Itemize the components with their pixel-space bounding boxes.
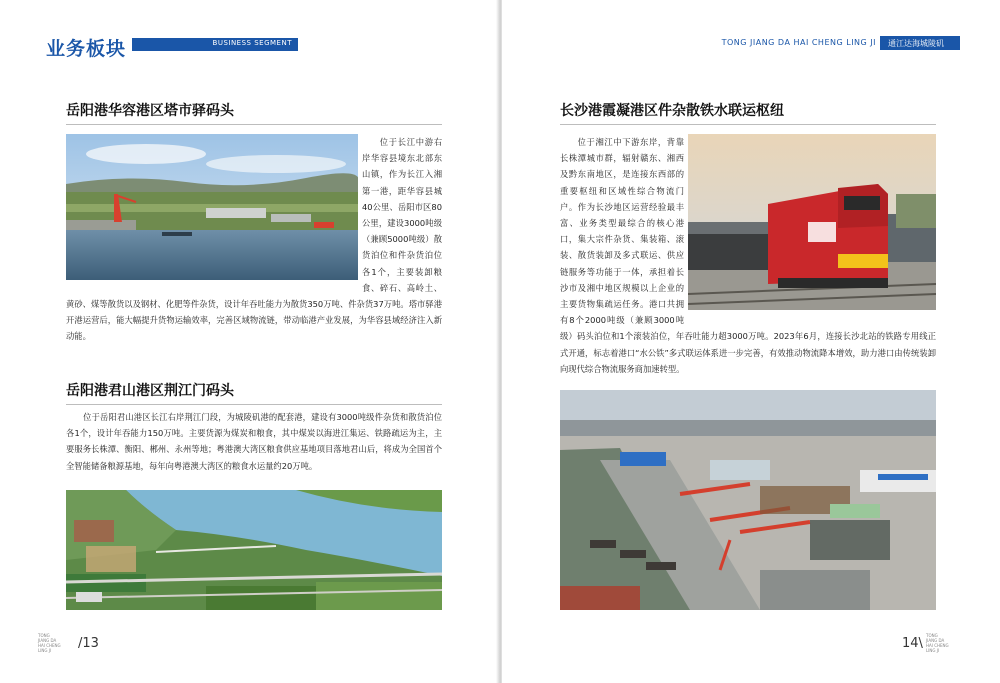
jingjiangmen-aerial-photo [66, 490, 442, 610]
photo-wrap-spacer [684, 134, 936, 314]
photo-wrap-spacer [66, 134, 362, 296]
section1-text: 位于长江中游右岸华容县境东北部东山镇，作为长江入湘第一港，距华容县城40公里、岳阳市区80公里，建设3000吨级（兼顾5000吨级）散货泊位和件杂货泊位各1个，主要装卸粮食、碎石、高岭土、黄砂、煤等散货以及钢材、化肥等件杂货，设计年吞吐能力为散货350万吨、件杂货37万吨。塔市驿港开港运营后，能大幅提升货物运输效率，完善区域物流链，带动临港产业发展，为华容县域经济注入新动能。 [66, 134, 442, 352]
section2-title: 岳阳港君山港区荆江门码头 [66, 383, 234, 399]
xianing-port-aerial-photo [560, 390, 936, 610]
section2-text: 位于岳阳君山港区长江右岸荆江门段，为城陵矶港的配套港，建设有3000吨级件杂货和散货泊位各1个，设计年吞能力150万吨。主要货源为煤炭和粮食，其中煤炭以海进江集运、铁路疏运为主，主要服务长株潭、衡阳、郴州、永州等地；粤港澳大湾区粮食供应基地项目落地君山后，将成为全国首个全智能储备粮源基地，每年向粤港澳大湾区的粮食水运量约20万吨。 [66, 412, 442, 471]
section3-title: 长沙港霞凝港区件杂散铁水联运枢纽 [560, 103, 784, 119]
header-english: TONG JIANG DA HAI CHENG LING JI [721, 38, 876, 47]
right-page [502, 0, 1000, 683]
left-page [0, 0, 498, 683]
page-number-left: /13 [78, 636, 99, 651]
section1-rule [66, 124, 442, 125]
footer-micro-text-right: TONG JIANG DA HAI CHENG LING JI [926, 633, 949, 653]
section2-rule [66, 404, 442, 405]
header-bar [880, 36, 960, 50]
segment-bar [132, 38, 298, 51]
segment-label: BUSINESS SEGMENT [212, 39, 292, 47]
page-number-right: 14\ [902, 636, 923, 651]
footer-micro-text-left: TONG JIANG DA HAI CHENG LING JI [38, 633, 61, 653]
section3-text: 位于湘江中下游东岸，背靠长株潭城市群，辐射赣东、湘西及黔东南地区，是连接东西部的重要枢纽和区域性综合物流门户。作为长沙地区运营经验最丰富、业务类型最综合的核心港口，集大宗件杂货、集装箱、滚装、散货装卸及多式联运、供应链服务等功能于一体，承担着长沙市及湘中地区规模以上企业的主要货物集疏运任务。港口共拥有8个2000吨级（兼顾3000吨级）码头泊位和1个滚装泊位，年吞吐能力超3000万吨。2023年6月，连接长沙北站的铁路专用线正式开通，标志着港口“水公铁”多式联运体系进一步完善，有效推动物流降本增效，助力港口由传统装卸向现代综合物流服务商加速转型。 [560, 134, 936, 377]
segment-title: 业务板块 [46, 38, 127, 60]
section3-rule [560, 124, 936, 125]
section1-title: 岳阳港华容港区塔市驿码头 [66, 103, 234, 119]
header-chinese: 通江达海城陵矶 [888, 39, 944, 48]
